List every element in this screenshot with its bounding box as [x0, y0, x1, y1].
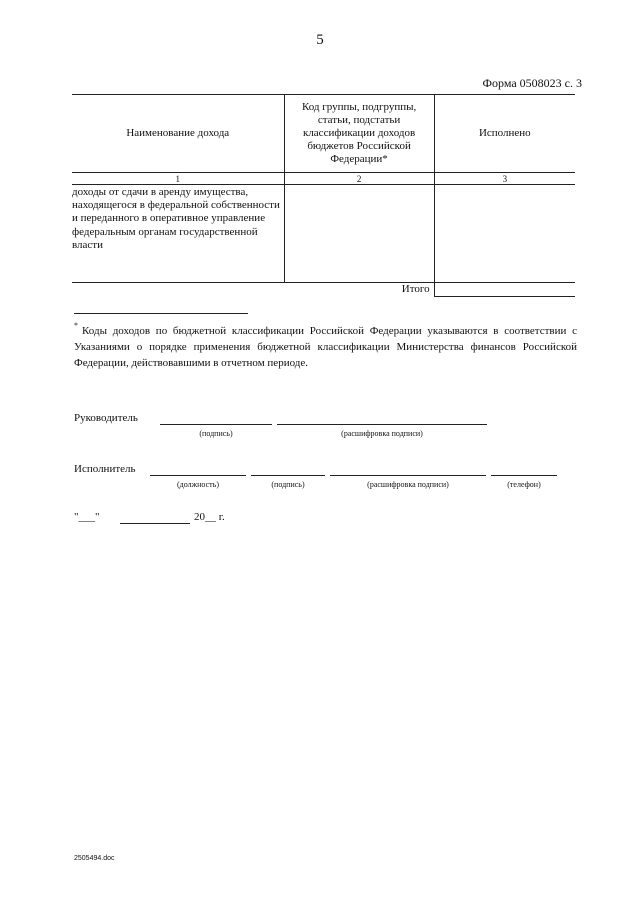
code-cell[interactable]	[284, 185, 434, 283]
income-name-cell: доходы от сдачи в аренду имущества, находящегося в федеральной собственности и переданного в оперативное управление федеральным органам государственной власти	[72, 185, 284, 283]
total-row	[72, 283, 575, 297]
executor-name-line[interactable]	[330, 474, 486, 476]
document-id: 2505494.doc	[74, 855, 115, 862]
date-day-field[interactable]: "___"	[74, 511, 100, 523]
executed-cell[interactable]	[434, 185, 575, 283]
table-row	[72, 185, 575, 283]
head-name-line[interactable]	[277, 423, 487, 425]
executor-position-caption: (должность)	[177, 480, 219, 489]
executor-label: Исполнитель	[74, 463, 136, 475]
date-month-line[interactable]	[120, 522, 190, 524]
table-header-row	[72, 95, 575, 173]
footnote-marker: *	[74, 321, 78, 330]
executor-signature-caption: (подпись)	[271, 480, 305, 489]
header-income-name: Наименование дохода	[72, 95, 284, 173]
head-signature-line[interactable]	[160, 423, 272, 425]
total-label: Итого	[284, 283, 434, 297]
head-name-caption: (расшифровка подписи)	[341, 429, 423, 438]
header-executed: Исполнено	[434, 95, 575, 173]
column-numbers-row	[72, 173, 575, 185]
head-signature-caption: (подпись)	[199, 429, 233, 438]
column-number: 1	[72, 173, 284, 185]
footnote	[74, 318, 577, 371]
executor-position-line[interactable]	[150, 474, 246, 476]
form-code: Форма 0508023 с. 3	[482, 76, 582, 90]
column-number: 3	[434, 173, 575, 185]
date-year-field[interactable]: 20__ г.	[194, 511, 225, 523]
footnote-text: Коды доходов по бюджетной классификации Российской Федерации указываются в соответствии с Указаниями о порядке применения бюджетной классификации Министерства финансов Российской Федерации, действовавшими в отчетном периоде.	[74, 325, 577, 369]
total-value-cell[interactable]	[434, 283, 575, 297]
executor-signature-line[interactable]	[251, 474, 325, 476]
column-number: 2	[284, 173, 434, 185]
head-label: Руководитель	[74, 412, 138, 424]
footnote-divider	[74, 313, 248, 314]
executor-name-caption: (расшифровка подписи)	[367, 480, 449, 489]
header-classification-code: Код группы, подгруппы, статьи, подстатьи классификации доходов бюджетов Российской Федерации*	[284, 95, 434, 173]
executor-phone-caption: (телефон)	[507, 480, 541, 489]
income-table	[72, 94, 575, 297]
executor-phone-line[interactable]	[491, 474, 557, 476]
page-number: 5	[316, 32, 324, 48]
